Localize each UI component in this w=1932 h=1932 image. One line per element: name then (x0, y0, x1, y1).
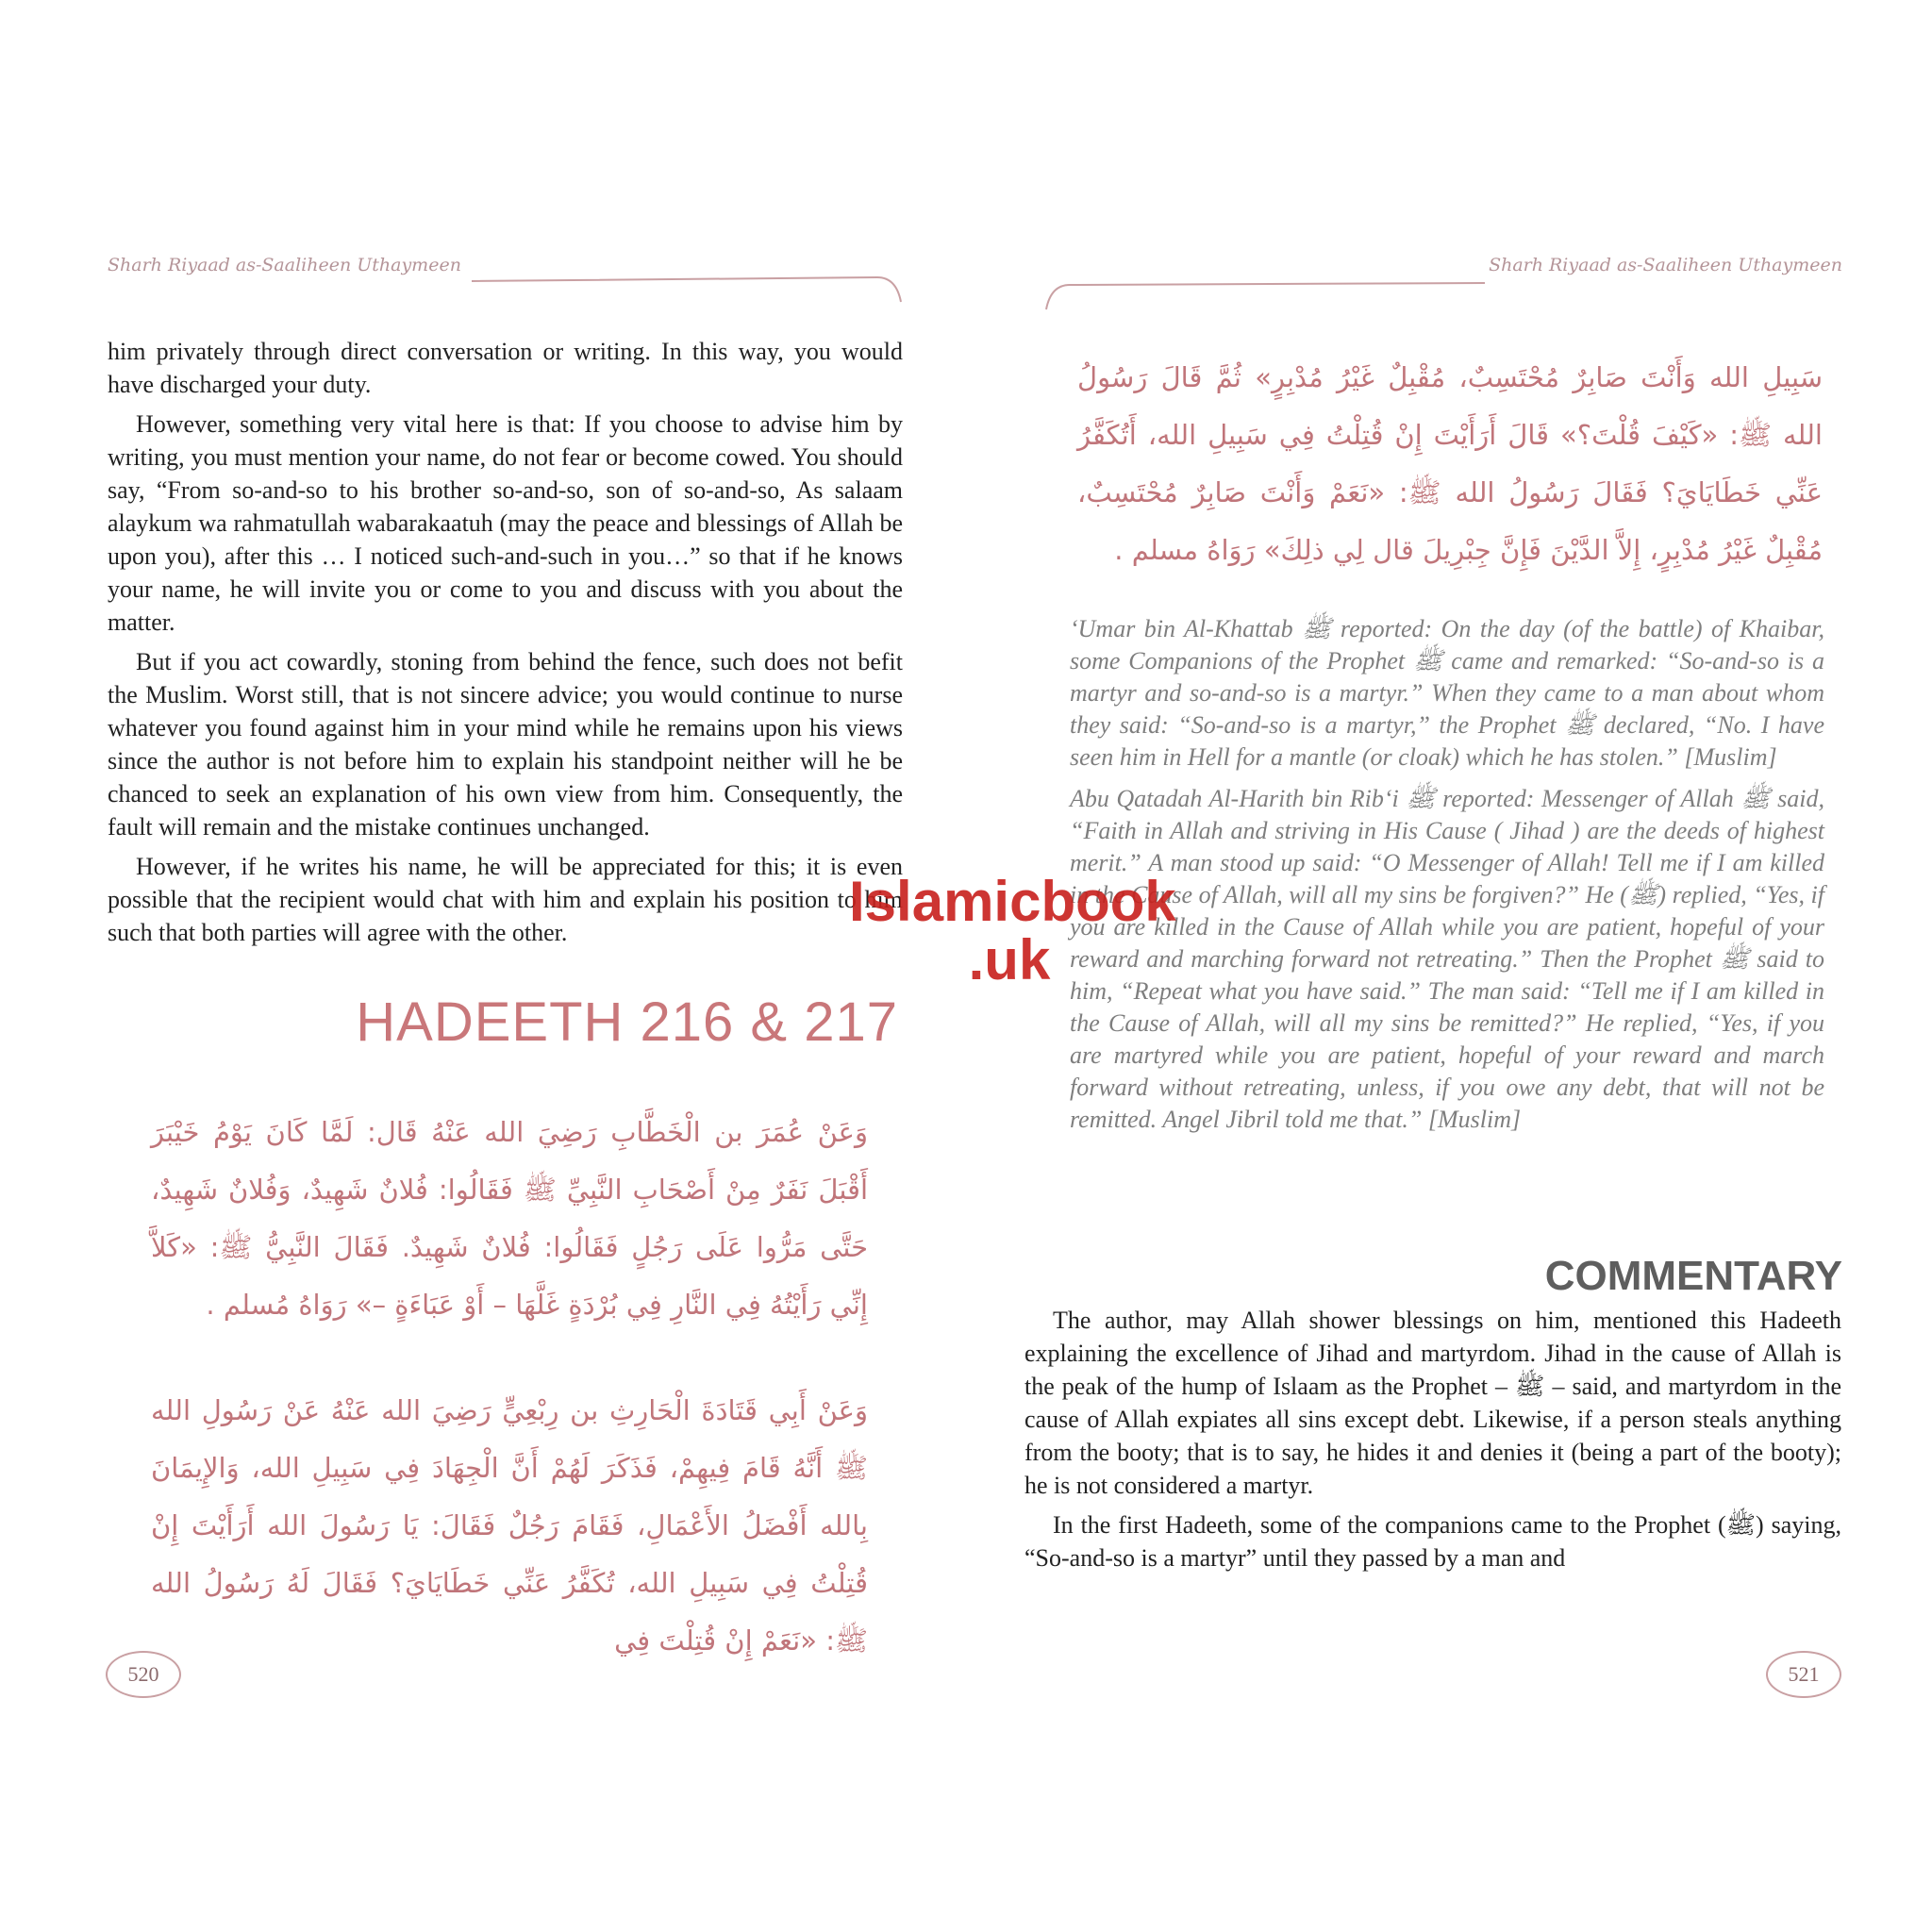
header-rule-right (1041, 264, 1494, 311)
paragraph: But if you act cowardly, stoning from behind the fence, such does not befit the Muslim. Worst still, that is not sincere advice; you would continue to nurse whatever you found against him in your mind while he remains upon his views since the author is not before him to explain his standpoint neither will he be chanced to seek an explanation of his own view from him. Consequently, the fault will remain and the mistake continues unchanged. (108, 648, 903, 841)
translation-216: ‘Umar bin Al-Khattab ﷺ reported: On the day (of the battle) of Khaibar, some Companions of the Prophet ﷺ came and remarked: “So-and-so is a martyr and so-and-so is a martyr.” When they came to a man about whom they said: “So-and-so is a martyr,” the Prophet ﷺ declared, “No. I have seen him in Hell for a mantle (or cloak) which he has stolen.” [Muslim] (1070, 615, 1825, 771)
paragraph: In the first Hadeeth, some of the companions came to the Prophet (ﷺ) saying, “So-and-so is a martyr” until they passed by a man and (1024, 1511, 1841, 1572)
translation-block (1070, 613, 1824, 1145)
watermark-line-1: Islamicbook (849, 870, 1176, 933)
hadeeth-heading: HADEETH 216 & 217 (356, 991, 898, 1053)
paragraph: However, something very vital here is that: If you choose to advise him by writing, you must mention your name, do not fear or become cowed. You should say, “From so-and-so to his brother so-and-so, son of so-and-so, As salaam alaykum wa rahmatullah wabarakaatuh (may the peace and blessings of Allah be upon you), after this … I noticed such-and-such in you…” so that if he knows your name, he will invite you or come to you and discuss with you about the matter. (108, 410, 903, 636)
watermark-line-2: .uk (968, 928, 1051, 991)
running-head-right: Sharh Riyaad as-Saaliheen Uthaymeen (1489, 255, 1842, 275)
arabic-hadeeth-217: وَعَنْ أَبِي قَتَادَةَ الْحَارِثِ بن رِبْعِيٍّ رَضِيَ الله عَنْهُ عَنْ رَسُولِ الله ﷺ أَنَّهُ قَامَ فِيهِمْ، فَذَكَرَ لَهُمْ أَنَّ الْجِهَادَ فِي سَبِيلِ الله، وَالإِيمَانَ بِالله أَفْضَلُ الأَعْمَالِ، فَقَامَ رَجُلٌ فَقَالَ: يَا رَسُولَ الله أَرَأَيْتَ إِنْ قُتِلْتُ فِي سَبِيلِ الله، تُكَفَّرُ عَنِّي خَطَايَايَ؟ فَقَالَ لَهُ رَسُولُ الله ﷺ: «نَعَمْ إِنْ قُتِلْتَ فِي (151, 1394, 868, 1657)
translation-217: Abu Qatadah Al-Harith bin Rib‘i ﷺ reported: Messenger of Allah ﷺ said, “Faith in Allah and striving in His Cause ( Jihad ) are the deeds of highest merit.” A man stood up said: “O Messenger of Allah! Tell me if I am killed in the Cause of Allah, will all my sins be forgiven?” He (ﷺ) replied, “Yes, if you are killed in the Cause of Allah while you are patient, hopeful of your reward and marching forward not retreating.” Then the Prophet ﷺ said to him, “Repeat what you have said.” The man said: “Tell me if I am killed in the Cause of Allah, will all my sins be remitted?” He replied, “Yes, if you are martyred while you are patient, hopeful of your reward and march forward without retreating, unless, if you owe any debt, that will not be remitted. Angel Jibril told me that.” [Muslim] (1070, 785, 1825, 1133)
page-number-right: 521 (1766, 1651, 1841, 1698)
arabic-hadeeth-216: وَعَنْ عُمَرَ بن الْخَطَّابِ رَضِيَ الله عَنْهُ قَال: لَمَّا كَانَ يَوْمُ خَيْبَرَ أَقْبَلَ نَفَرٌ مِنْ أَصْحَابِ النَّبِيِّ ﷺ فَقَالُوا: فُلانٌ شَهِيدٌ، وَفُلانٌ شَهِيدٌ، حَتَّى مَرُّوا عَلَى رَجُلٍ فَقَالُوا: فُلانٌ شَهِيدٌ. فَقَالَ النَّبِيُّ ﷺ: «كَلاَّ إِنِّي رَأَيْتُهُ فِي النَّارِ فِي بُرْدَةٍ غَلَّهَا – أَوْ عَبَاءَةٍ –» رَوَاهُ مُسلم . (151, 1116, 868, 1321)
paragraph: However, if he writes his name, he will be appreciated for this; it is even possible that the recipient would chat with him and explain his position to him such that both parties will agree with the other. (108, 853, 903, 946)
watermark (849, 870, 1176, 991)
paragraph: The author, may Allah shower blessings on him, mentioned this Hadeeth explaining the excellence of Jihad and martyrdom. Jihad in the cause of Allah is the peak of the hump of Islaam as the Prophet – ﷺ – said, and martyrdom in the cause of Allah expiates all sins except debt. Likewise, if a person steals anything from the booty; that is to say, he hides it and denies it (being a part of the booty); he is not considered a martyr. (1024, 1307, 1841, 1499)
page-number-left: 520 (106, 1651, 181, 1698)
paragraph: him privately through direct conversation or writing. In this way, you would have discharged your duty. (108, 338, 903, 398)
arabic-hadeeth-217-continued: سَبِيلِ الله وَأَنْتَ صَابِرٌ مُحْتَسِبٌ، مُقْبِلٌ غَيْرُ مُدْبِرٍ» ثُمَّ قَالَ رَسُولُ الله ﷺ: «كَيْفَ قُلْتَ؟» قَالَ أَرَأَيْتَ إِنْ قُتِلْتُ فِي سَبِيلِ الله، أَتُكَفَّرُ عَنِّي خَطَايَايَ؟ فَقَالَ رَسُولُ الله ﷺ: «نَعَمْ وَأَنْتَ صَابِرٌ مُحْتَسِبٌ، مُقْبِلٌ غَيْرُ مُدْبِرٍ، إِلاَّ الدَّيْنَ فَإِنَّ جِبْرِيلَ قال لِي ذلِكَ» رَوَاهُ مسلم . (1077, 361, 1823, 566)
left-body-text (108, 335, 903, 956)
commentary-text (1024, 1304, 1841, 1581)
running-head-left: Sharh Riyaad as-Saaliheen Uthaymeen (108, 255, 461, 275)
commentary-heading: COMMENTARY (1544, 1253, 1842, 1299)
header-rule-left (472, 264, 906, 311)
